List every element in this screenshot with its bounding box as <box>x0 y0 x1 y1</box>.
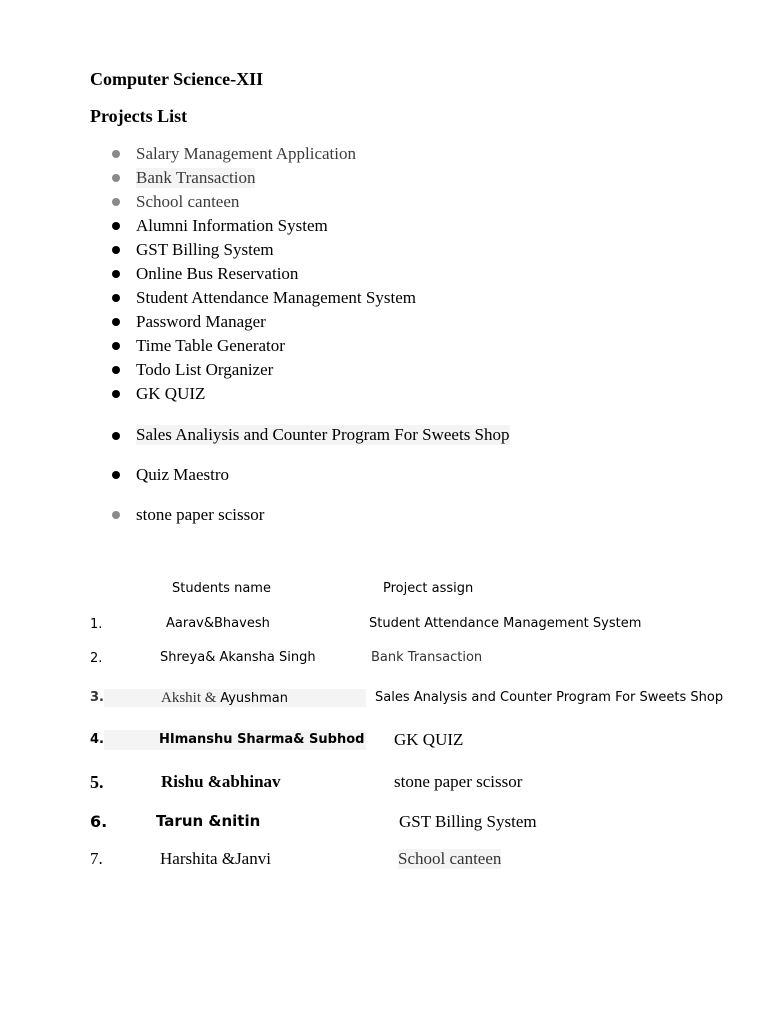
assigned-project: Sales Analysis and Counter Program For Sweets Shop <box>375 690 724 705</box>
list-item: Todo List Organizer <box>136 360 274 379</box>
bullet-icon <box>112 511 120 519</box>
student-names: Tarun &nitin <box>156 812 261 830</box>
bullet-icon <box>112 471 120 479</box>
row-number: 5. <box>90 772 104 792</box>
document-title: Computer Science-XII <box>90 69 264 89</box>
list-item: School canteen <box>136 192 240 211</box>
bullet-icon <box>112 294 120 302</box>
bullet-icon <box>112 174 120 182</box>
assigned-project: GST Billing System <box>399 812 537 831</box>
list-item: Sales Analiysis and Counter Program For Sweets Shop <box>136 425 510 444</box>
list-item: Password Manager <box>136 312 266 331</box>
project-column-header: Project assign <box>383 581 474 596</box>
bullet-icon <box>112 222 120 230</box>
bullet-icon <box>112 432 120 440</box>
student-names: Shreya& Akansha Singh <box>160 650 316 665</box>
row-number: 4. <box>90 732 104 747</box>
row-number: 1. <box>90 617 103 632</box>
student-names <box>161 689 288 707</box>
student-names: HImanshu Sharma& Subhod <box>159 732 365 747</box>
assigned-project: GK QUIZ <box>394 730 464 749</box>
list-item: Time Table Generator <box>136 336 285 355</box>
bullet-icon <box>112 270 120 278</box>
assigned-project: Bank Transaction <box>371 650 483 665</box>
row-number: 6. <box>90 812 108 831</box>
list-item: Quiz Maestro <box>136 465 230 484</box>
student-names: Aarav&Bhavesh <box>166 616 270 631</box>
students-column-header: Students name <box>172 581 271 596</box>
bullet-icon <box>112 246 120 254</box>
list-item: stone paper scissor <box>136 505 265 524</box>
bullet-icon <box>112 150 120 158</box>
list-item: Student Attendance Management System <box>136 288 416 307</box>
list-item: GST Billing System <box>136 240 274 259</box>
student-names: Harshita &Janvi <box>160 849 271 868</box>
list-item: Online Bus Reservation <box>136 264 299 283</box>
list-item: Salary Management Application <box>136 144 356 163</box>
bullet-icon <box>112 366 120 374</box>
assigned-project: Student Attendance Management System <box>369 616 642 631</box>
row-number: 3. <box>90 690 104 705</box>
row-number: 7. <box>90 849 103 868</box>
assigned-project: School canteen <box>398 849 502 868</box>
section-heading: Projects List <box>90 106 188 126</box>
bullet-icon <box>112 318 120 326</box>
student-name-part: Ayushman <box>220 691 289 706</box>
list-item: Alumni Information System <box>136 216 328 235</box>
bullet-icon <box>112 390 120 398</box>
list-item: GK QUIZ <box>136 384 206 403</box>
bullet-icon <box>112 198 120 206</box>
assigned-project: stone paper scissor <box>394 772 523 791</box>
list-item: Bank Transaction <box>136 168 256 187</box>
student-name-part: Akshit & <box>161 690 221 706</box>
row-number: 2. <box>90 651 103 666</box>
student-names: Rishu &abhinav <box>161 772 281 791</box>
bullet-icon <box>112 342 120 350</box>
